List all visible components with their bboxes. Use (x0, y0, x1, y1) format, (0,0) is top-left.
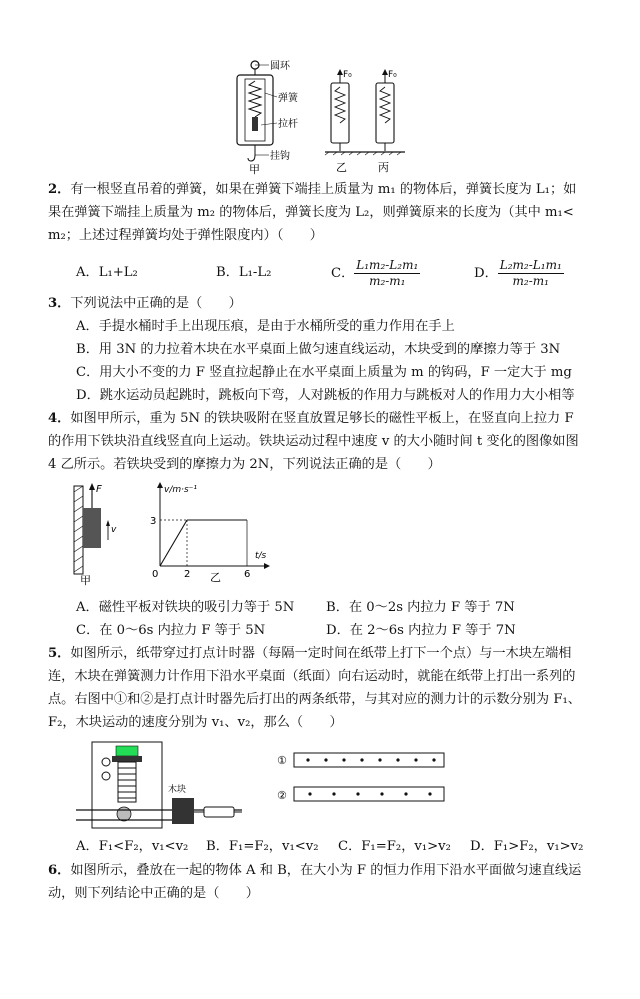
ticker-timer-apparatus (76, 742, 242, 828)
caption-plate: 甲 (80, 574, 91, 586)
paper-tapes (277, 753, 444, 802)
plate-diagram (74, 483, 117, 586)
q2-option-a[interactable]: A．L₁+L₂ (76, 265, 138, 280)
q4-option-b[interactable]: B．在 0～2s 内拉力 F 等于 7N (326, 600, 515, 615)
q6-number: 6． (48, 863, 71, 878)
tape-1 (294, 753, 444, 767)
wood-block (172, 798, 194, 824)
spring-scale-c (376, 69, 397, 174)
graph-x-label: t/s (255, 551, 267, 561)
q5-line4: F₂，木块运动的速度分别为 v₁、v₂，那么（ ） (48, 715, 343, 730)
tick-x-0: 0 (152, 569, 159, 580)
q2-number: 2． (48, 182, 71, 197)
q2-option-c-fraction: $\frac{\text{L₁m₂-L₂m₁}}{\text{m₂-m₁}}$ (356, 258, 419, 288)
tick-x-6: 6 (244, 569, 251, 580)
graph-y-label: v/m·s⁻¹ (164, 485, 198, 495)
wood-block-label: 木块 (168, 785, 187, 795)
force-label-c: F₀ (388, 70, 397, 80)
q4-options-row1 (76, 599, 616, 617)
q2-option-d[interactable]: D． $\frac{\text{L₂m₂-L₁m₁}}{\text{m₂-m₁}}$ (474, 258, 562, 288)
tape-2-label: ② (277, 789, 287, 802)
q2-line2: 果在弹簧下端挂上质量为 m₂ 的物体后，弹簧长度为 L₂，则弹簧原来的长度为（其中 m₁< (48, 205, 574, 220)
q4-line1: 4．如图甲所示，重为 5N 的铁块吸附在竖直放置足够长的磁性平板上，在竖直向上拉力 F (48, 411, 574, 426)
ticker-timer-figure (72, 740, 452, 832)
q5-option-d[interactable]: D．F₁>F₂，v₁>v₂ (470, 839, 584, 854)
q4-number: 4． (48, 411, 71, 426)
tape-2 (294, 787, 444, 801)
spring-balance (204, 807, 234, 817)
label-spring: 弹簧 (278, 93, 298, 104)
q6-line1: 6．如图所示，叠放在一起的物体 A 和 B，在大小为 F 的恒力作用下沿水平面做匀速直线运 (48, 863, 582, 878)
q3-stem: 3．下列说法中正确的是（ ） (48, 296, 242, 311)
force-label-b: F₀ (343, 70, 352, 80)
iron-block (83, 508, 101, 548)
q3-option-d[interactable]: D．跳水运动员起跳时，跳板向下弯，人对跳板的作用力与跳板对人的作用力大小相等 (76, 388, 575, 403)
caption-b: 乙 (336, 161, 347, 174)
caption-graph: 乙 (210, 571, 221, 584)
q6-line2: 动，则下列结论中正确的是（ ） (48, 886, 259, 901)
q4-option-d[interactable]: D．在 2～6s 内拉力 F 等于 7N (326, 623, 516, 638)
caption-a: 甲 (249, 163, 260, 175)
q4-line3: 4 乙所示。若铁块受到的摩擦力为 2N，下列说法正确的是（ ） (48, 457, 441, 472)
spring-scale-figure (225, 55, 425, 175)
q5-number: 5． (48, 646, 71, 661)
caption-c: 丙 (378, 161, 389, 174)
q3-option-c[interactable]: C．用大小不变的力 F 竖直拉起静止在水平桌面上质量为 m 的钩码，F 一定大于 mg (76, 365, 572, 380)
q5-option-a[interactable]: A．F₁<F₂，v₁<v₂ (76, 839, 189, 854)
q2-line1: 2．有一根竖直吊着的弹簧，如果在弹簧下端挂上质量为 m₁ 的物体后，弹簧长度为 L₁；如 (48, 182, 577, 197)
q5-line1: 5．如图所示，纸带穿过打点计时器（每隔一定时间在纸带上打下一个点）与一木块左端相 (48, 646, 572, 661)
q4-line2: 的作用下铁块沿直线竖直向上运动。铁块运动过程中速度 v 的大小随时间 t 变化的图像如图 (48, 434, 579, 449)
q5-option-b[interactable]: B．F₁=F₂，v₁<v₂ (206, 839, 319, 854)
label-hook: 挂钩 (270, 151, 290, 162)
magnetic-plate-figure (72, 478, 272, 586)
q2-option-c[interactable]: C． $\frac{\text{L₁m₂-L₂m₁}}{\text{m₂-m₁}}$ (331, 258, 419, 288)
label-ring: 圆环 (270, 61, 290, 72)
velocity-time-graph (150, 482, 270, 584)
accelerating-segment (160, 520, 187, 566)
q4-option-a[interactable]: A．磁性平板对铁块的吸引力等于 5N (76, 600, 295, 615)
force-arrow-label: F (96, 484, 102, 495)
q2-options (76, 258, 616, 290)
q3-number: 3． (48, 296, 71, 311)
q2-option-d-fraction: $\frac{\text{L₂m₂-L₁m₁}}{\text{m₂-m₁}}$ (499, 258, 562, 288)
q5-line2: 连，木块在弹簧测力计作用下沿水平桌面（纸面）向右运动时，就能在纸带上打出一系列的 (48, 669, 576, 684)
tape-1-label: ① (277, 754, 287, 767)
spring-scale-a (237, 60, 299, 175)
label-rod: 拉杆 (278, 119, 298, 130)
q4-options-row2 (76, 622, 616, 640)
tick-y-3: 3 (150, 516, 157, 527)
q2-line3: m₂；上述过程弹簧均处于弹性限度内）（ ） (48, 228, 323, 243)
q3-option-b[interactable]: B．用 3N 的力拉着木块在水平桌面上做匀速直线运动，木块受到的摩擦力等于 3N (76, 342, 561, 357)
spring-scale-b (325, 69, 405, 174)
q5-option-c[interactable]: C．F₁=F₂，v₁>v₂ (338, 839, 451, 854)
tick-x-2: 2 (184, 569, 191, 580)
q5-line3: 点。右图中①和②是打点计时器先后打出的两条纸带，与其对应的测力计的示数分别为 F₁、 (48, 692, 581, 707)
velocity-arrow-label: v (111, 525, 117, 535)
q4-option-c[interactable]: C．在 0～6s 内拉力 F 等于 5N (76, 623, 266, 638)
q2-option-b[interactable]: B．L₁-L₂ (216, 265, 272, 280)
q3-option-a[interactable]: A．手提水桶时手上出现压痕，是由于水桶所受的重力作用在手上 (76, 319, 455, 334)
q5-options (76, 838, 616, 856)
